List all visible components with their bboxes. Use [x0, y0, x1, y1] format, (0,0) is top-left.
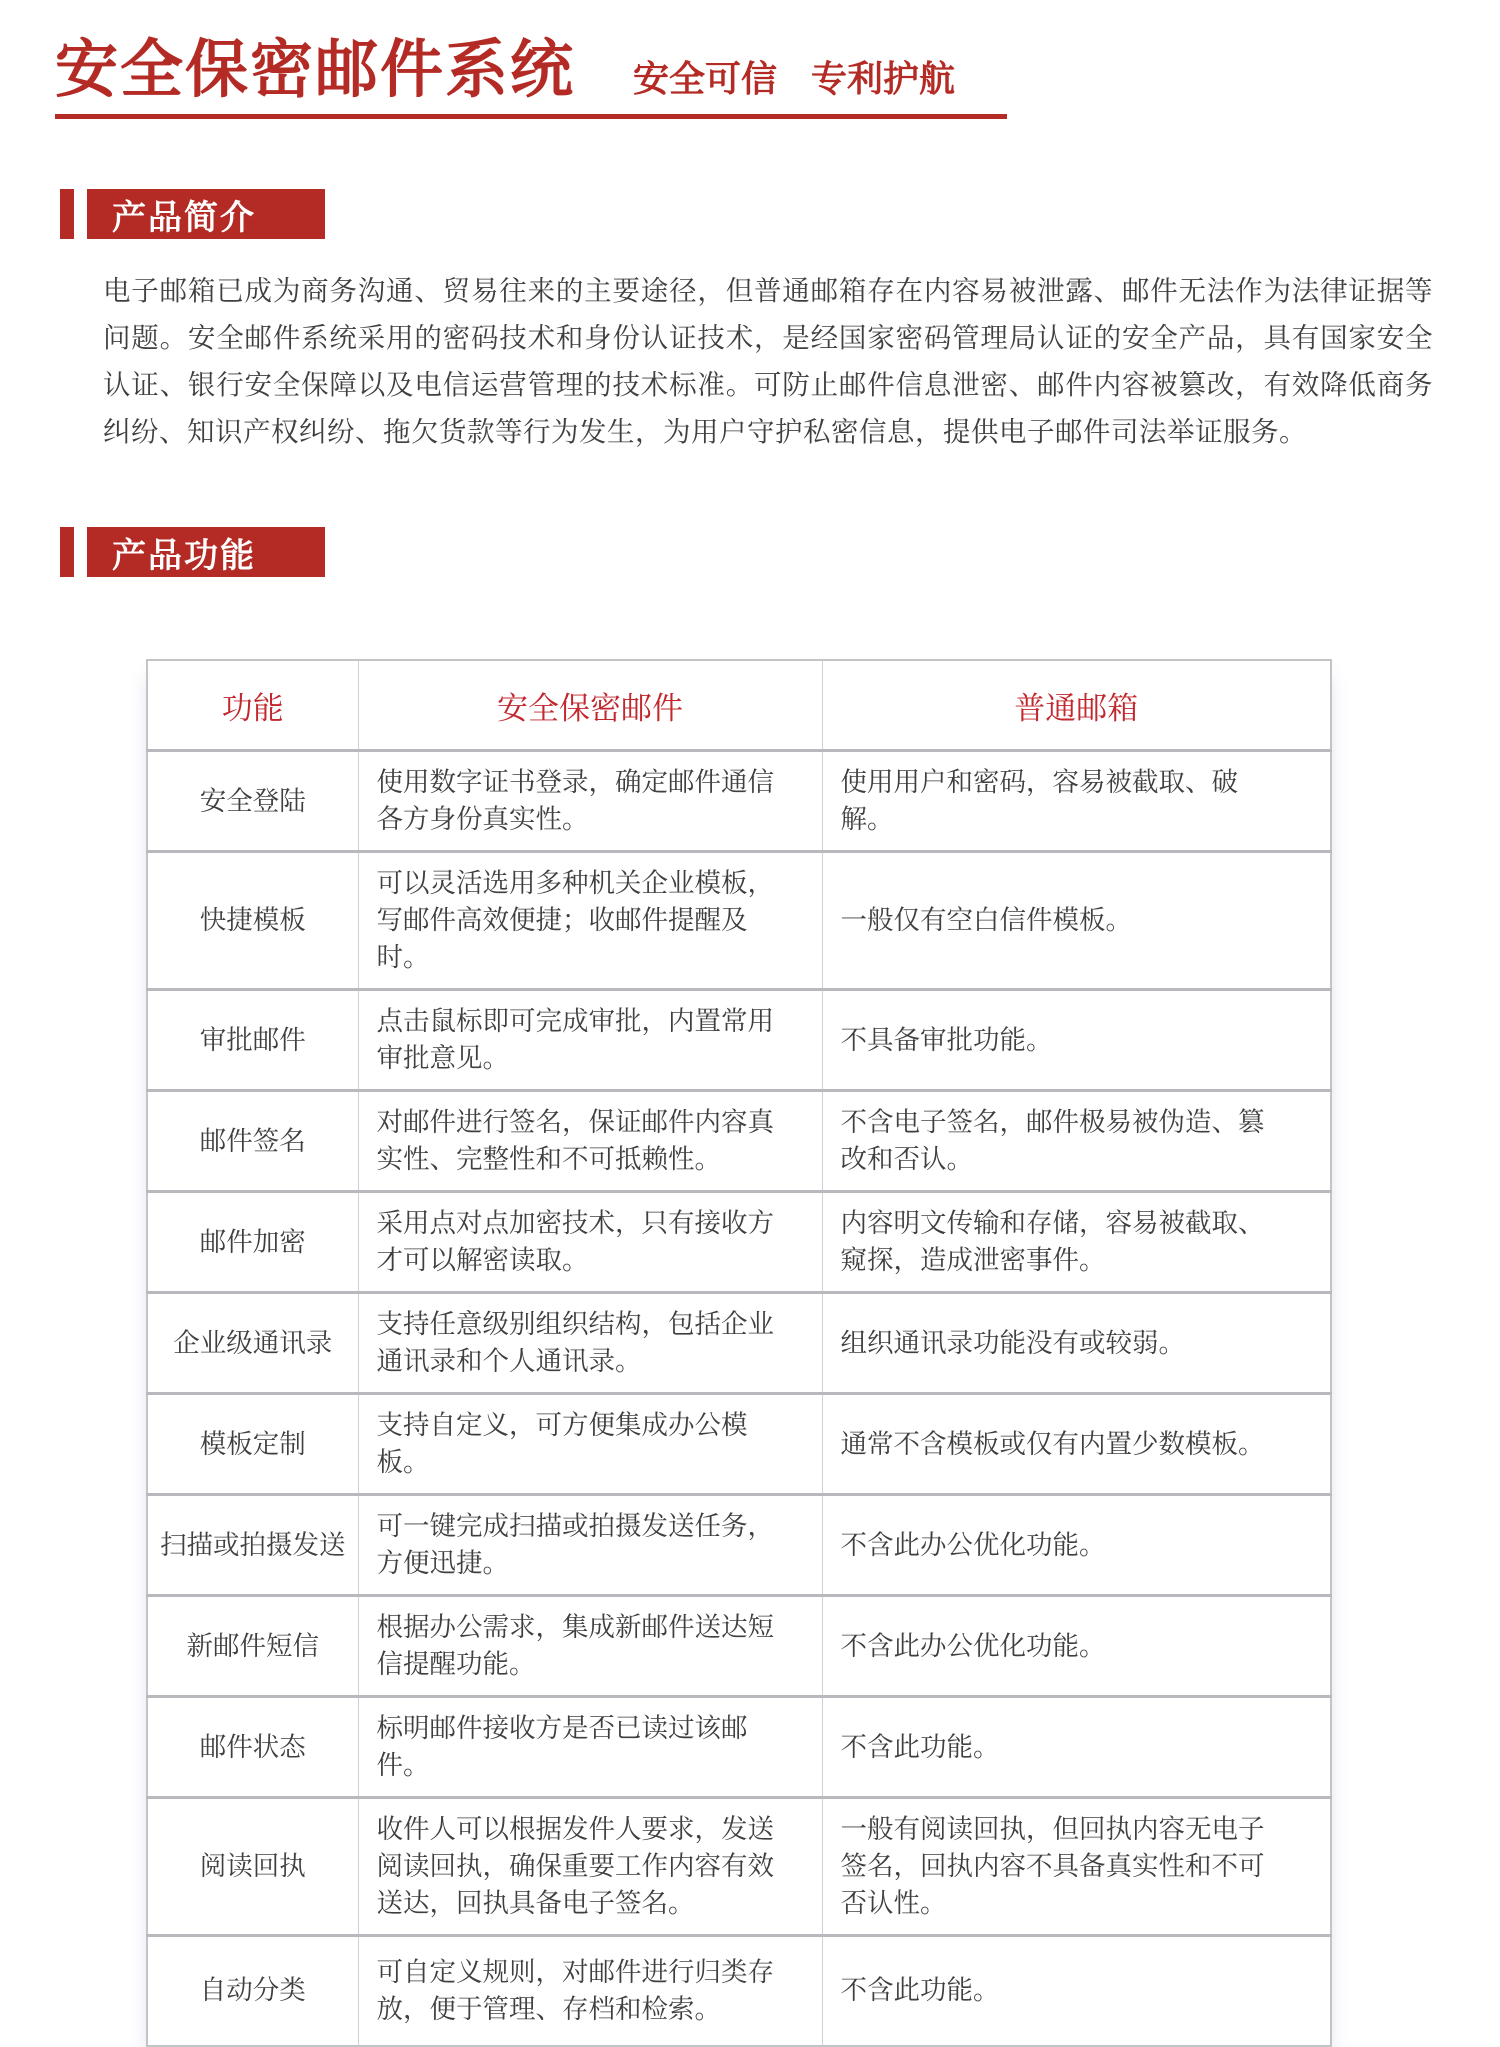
secure-mail-cell: 使用数字证书登录，确定邮件通信各方身份真实性。	[358, 751, 822, 852]
intro-section-heading	[60, 189, 1500, 239]
feature-comparison-table	[146, 659, 1332, 2047]
table-row	[147, 1596, 1331, 1697]
intro-heading-label: 产品简介	[112, 198, 256, 237]
secure-mail-cell: 可自定义规则，对邮件进行归类存放，便于管理、存档和检索。	[358, 1936, 822, 2046]
secure-mail-cell: 标明邮件接收方是否已读过该邮件。	[358, 1697, 822, 1798]
table-row	[147, 751, 1331, 852]
secure-mail-cell: 采用点对点加密技术，只有接收方才可以解密读取。	[358, 1192, 822, 1293]
ordinary-mail-cell: 不含此功能。	[822, 1936, 1331, 2046]
feature-name-cell: 快捷模板	[147, 852, 358, 990]
title-row	[55, 33, 1500, 107]
column-header-function: 功能	[147, 660, 358, 751]
ordinary-mail-cell: 组织通讯录功能没有或较弱。	[822, 1293, 1331, 1394]
ordinary-mail-cell: 不含此功能。	[822, 1697, 1331, 1798]
table-body	[147, 751, 1331, 2046]
secure-mail-cell: 支持自定义，可方便集成办公模板。	[358, 1394, 822, 1495]
table-header	[147, 660, 1331, 751]
features-heading-box	[87, 527, 325, 577]
table-row	[147, 1091, 1331, 1192]
table-row	[147, 852, 1331, 990]
ordinary-mail-cell: 一般有阅读回执，但回执内容无电子签名，回执内容不具备真实性和不可否认性。	[822, 1798, 1331, 1936]
subtitle-primary: 安全可信	[633, 58, 778, 99]
features-section-heading	[60, 527, 1500, 577]
column-header-ordinary-mail: 普通邮箱	[822, 660, 1331, 751]
feature-name-cell: 阅读回执	[147, 1798, 358, 1936]
ordinary-mail-cell: 不具备审批功能。	[822, 990, 1331, 1091]
table-row	[147, 1697, 1331, 1798]
ordinary-mail-cell: 不含此办公优化功能。	[822, 1596, 1331, 1697]
secure-mail-cell: 收件人可以根据发件人要求，发送阅读回执，确保重要工作内容有效送达，回执具备电子签名。	[358, 1798, 822, 1936]
page-title: 安全保密邮件系统	[55, 35, 575, 105]
feature-name-cell: 模板定制	[147, 1394, 358, 1495]
ordinary-mail-cell: 不含电子签名，邮件极易被伪造、篡改和否认。	[822, 1091, 1331, 1192]
table-row	[147, 1192, 1331, 1293]
heading-accent-bar	[60, 189, 74, 239]
secure-mail-cell: 可以灵活选用多种机关企业模板，写邮件高效便捷；收邮件提醒及时。	[358, 852, 822, 990]
feature-name-cell: 扫描或拍摄发送	[147, 1495, 358, 1596]
column-header-secure-mail: 安全保密邮件	[358, 660, 822, 751]
masthead	[0, 0, 1500, 119]
table-row	[147, 1394, 1331, 1495]
feature-name-cell: 邮件状态	[147, 1697, 358, 1798]
table-row	[147, 1293, 1331, 1394]
table-row	[147, 1936, 1331, 2046]
section-intro	[0, 189, 1500, 455]
feature-name-cell: 自动分类	[199, 1975, 306, 2006]
table-header-row	[147, 660, 1331, 751]
secure-mail-cell: 根据办公需求，集成新邮件送达短信提醒功能。	[358, 1596, 822, 1697]
intro-paragraph: 电子邮箱已成为商务沟通、贸易往来的主要途径，但普通邮箱存在内容易被泄露、邮件无法作为法律证据等问题。安全邮件系统采用的密码技术和身份认证技术，是经国家密码管理局认证的安全产品，具有国家安全认证、银行安全保障以及电信运营管理的技术标准。可防止邮件信息泄密、邮件内容被篡改，有效降低商务纠纷、知识产权纠纷、拖欠货款等行为发生，为用户守护私密信息，提供电子邮件司法举证服务。	[103, 275, 1433, 447]
secure-mail-cell: 点击鼠标即可完成审批，内置常用审批意见。	[358, 990, 822, 1091]
secure-mail-cell: 可一键完成扫描或拍摄发送任务，方便迅捷。	[358, 1495, 822, 1596]
feature-name-cell: 安全登陆	[147, 751, 358, 852]
section-features	[0, 527, 1500, 2047]
table-row	[147, 990, 1331, 1091]
ordinary-mail-cell: 使用用户和密码，容易被截取、破解。	[822, 751, 1331, 852]
table-row	[147, 1798, 1331, 1936]
ordinary-mail-cell: 内容明文传输和存储，容易被截取、窥探，造成泄密事件。	[822, 1192, 1331, 1293]
heading-accent-bar	[60, 527, 74, 577]
page-subtitle	[633, 51, 955, 102]
title-underline	[55, 114, 1007, 119]
ordinary-mail-cell: 通常不含模板或仅有内置少数模板。	[822, 1394, 1331, 1495]
feature-name-cell: 邮件签名	[147, 1091, 358, 1192]
feature-name-cell: 新邮件短信	[147, 1596, 358, 1697]
intro-heading-box	[87, 189, 325, 239]
secure-mail-cell: 对邮件进行签名，保证邮件内容真实性、完整性和不可抵赖性。	[358, 1091, 822, 1192]
feature-name-cell: 企业级通讯录	[147, 1293, 358, 1394]
feature-name-cell: 邮件加密	[147, 1192, 358, 1293]
secure-mail-cell: 支持任意级别组织结构，包括企业通讯录和个人通讯录。	[358, 1293, 822, 1394]
table-row	[147, 1495, 1331, 1596]
features-heading-label: 产品功能	[112, 536, 256, 575]
ordinary-mail-cell: 不含此办公优化功能。	[822, 1495, 1331, 1596]
feature-name-cell: 审批邮件	[147, 990, 358, 1091]
subtitle-secondary: 专利护航	[811, 58, 956, 99]
ordinary-mail-cell: 一般仅有空白信件模板。	[822, 852, 1331, 990]
